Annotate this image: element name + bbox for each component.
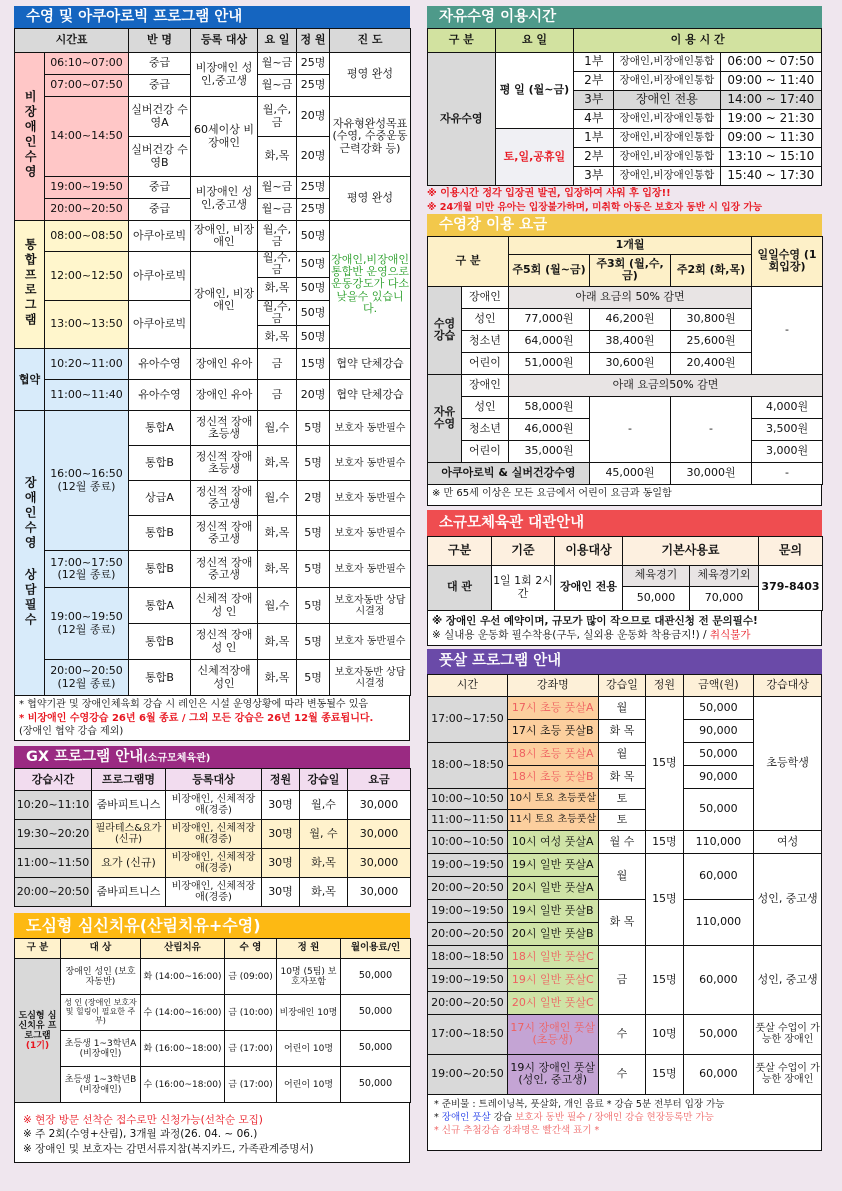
table-row: 10:00~10:50 10시 토요 초등풋살 토 50,000 bbox=[428, 788, 822, 809]
table-row: 4부 장애인,비장애인통합 19:00 ~ 21:30 bbox=[428, 110, 822, 129]
col-target: 등록 대상 bbox=[191, 29, 258, 53]
table-row: 19:00~19:50 19시 일반 풋살C bbox=[428, 968, 822, 991]
table-row: 통합B 정신적 장애 초등생 화,목 5명 보호자 동반필수 bbox=[15, 446, 411, 481]
table-row: 17:00~17:50 (12월 종료) 통합B 정신적 장애 중고생 화,목 5명 보호자 동반필수 bbox=[15, 551, 411, 588]
table-row: 11:00~11:40 유아수영 장애인 유아 금 20명 협약 단체강습 bbox=[15, 380, 411, 411]
rental-header: 소규모체육관 대관안내 bbox=[427, 510, 822, 536]
table-row: 19:00~19:50 19시 일반 풋살A 월 15명 60,000 성인, 중고생 bbox=[428, 853, 822, 876]
table-row: 협약 10:20~11:00 유아수영 장애인 유아 금 15명 협약 단체강습 bbox=[15, 349, 411, 380]
table-row: 19:00~19:50 (12월 종료) 통합A 신체적 장애 성 인 월,수 5명 보호자동반 상담시결정 bbox=[15, 588, 411, 624]
futsal-header: 풋살 프로그램 안내 bbox=[427, 649, 822, 674]
table-row: 장애인수영 상담필수 16:00~16:50 (12월 종료) 통합A 정신적 장애 초등생 월,수 5명 보호자 동반필수 bbox=[15, 411, 411, 446]
table-row: 토,일,공휴일 1부 장애인,비장애인통합 09:00 ~ 11:30 bbox=[428, 129, 822, 148]
table-row: 청소년 64,000원 38,400원 25,600원 bbox=[428, 330, 823, 352]
table-row: 19:00~20:50 19시 장애인 풋살 (성인, 중고생) 수 15명 60,000 풋살 수업이 가능한 장애인 bbox=[428, 1054, 822, 1094]
table-row: 수영 강습 장애인 아래 요금의 50% 감면 - bbox=[428, 286, 823, 308]
table-row: 13:00~13:50 아쿠아로빅 월,수,금 50명 bbox=[15, 300, 411, 326]
healing-header: 도심형 심신치유(산림치유+수영) bbox=[14, 913, 410, 938]
table-row: 아쿠아로빅 & 실버건강수영 45,000원 30,000원 - bbox=[428, 462, 823, 484]
table-row: 화,목 50명 bbox=[15, 277, 411, 300]
table-row: 어린이 35,000원 3,000원 bbox=[428, 440, 823, 462]
healing-notes: ※ 현장 방문 선착순 접수로만 신청가능(선착순 모집) ※ 주 2회(수영+산림), 3개월 과정(26. 04. ~ 06.) ※ 장애인 및 보호자는 감면서류지참(복지카드, 가족관계증명서) bbox=[14, 1103, 410, 1163]
col-time: 시간표 bbox=[15, 29, 129, 53]
right-column bbox=[427, 6, 822, 1151]
table-row: 초등생 1~3학년B (비장애인) 수 (16:00~18:00) 금 (17:00) 어린이 10명 50,000 bbox=[15, 1067, 411, 1103]
table-row: 07:00~07:50 중급 월~금 25명 bbox=[15, 75, 411, 97]
table-row: 3부 장애인,비장애인통합 15:40 ~ 17:30 bbox=[428, 167, 822, 186]
table-row: 자유수영 평 일 (월~금) 1부 장애인,비장애인통합 06:00 ~ 07:50 bbox=[428, 53, 822, 72]
free-swim-header: 자유수영 이용시간 bbox=[427, 6, 822, 28]
healing-table: 구 분 대 상 산림치유 수 영 정 원 월이용료/인 도심형 심신치유 프로그램 (1기) 장애인 성인 (보호자동반) 화 (14:00~16:00) 금 (09:00) 10명 (5팀) 보호자포함 50,000 성 인 (장애인 보호자 및 힐링이 필요한 주부) 수 (14:00~16:00) 금 (10:00) 비장애인 10명 50,000 초등생 1~3학년A (비장애인) 화 (16:00~18:00) 금 (17:00) 어린이 10명 50,000 초등생 1~3학년B (비장애인) 수 (16:00~18:00) 금 (17:00) 어린이 10명 50,000 bbox=[14, 938, 411, 1103]
col-cap: 정 원 bbox=[297, 29, 330, 53]
table-row: 18시 초등 풋살B 화 목 90,000 bbox=[428, 765, 822, 788]
table-row: 14:00~14:50 실버건강 수영A 60세이상 비장애인 월,수,금 20명 자유형완성목표 (수영, 수중운동 근력강화 등) bbox=[15, 97, 411, 137]
table-row: 통합B 정신적 장애 중고생 화,목 5명 보호자 동반필수 bbox=[15, 516, 411, 551]
table-row: 18:00~18:50 18시 초등 풋살A 월 50,000 bbox=[428, 742, 822, 765]
table-row: 20:00~20:50 20시 일반 풋살A bbox=[428, 876, 822, 899]
col-progress: 진 도 bbox=[330, 29, 411, 53]
table-row: 18:00~18:50 18시 일반 풋살C 금 15명 60,000 성인, 중고생 bbox=[428, 945, 822, 968]
table-row: 비장애인수영 06:10~07:00 중급 비장애인 성인,중고생 월~금 25명 평영 완성 bbox=[15, 53, 411, 75]
table-row: 10:00~10:50 10시 여성 풋살A 월 수 15명 110,000 여성 bbox=[428, 830, 822, 853]
table-row: 19:30~20:20 필라테스&요가 (신규) 비장애인, 신체적장애(경증) 30명 월, 수 30,000 bbox=[15, 820, 411, 849]
futsal-notes: * 준비물 : 트레이닝복, 풋살화, 개인 음료 * 강습 5분 전부터 입장 가능 * 장애인 풋살 강습 보호자 동반 필수 / 장애인 강습 현장등록만 가능 * 신규 추첨강습 강좌명은 빨간색 표기 * bbox=[427, 1095, 822, 1151]
table-row: 대 관 1일 1회 2시간 장애인 전용 체육경기 체육경기외 379-8403 bbox=[428, 565, 823, 586]
col-days: 요 일 bbox=[258, 29, 297, 53]
table-row: 20:00~20:50 줌바피트니스 비장애인, 신체적장애(경증) 30명 화,목 30,000 bbox=[15, 878, 411, 907]
table-row: 성인 77,000원 46,200원 30,800원 bbox=[428, 308, 823, 330]
futsal-table: 시간 강좌명 강습일 정원 금액(원) 강습대상 17:00~17:50 17시 초등 풋살A 월 15명 50,000 초등학생 17시 초등 풋살B 화 목 90,000 18:00~18:50 18시 초등 풋살A 월 50,000 18시 초등 풋살B 화 목 90,000 10:00~10:50 10시 토요 초등풋살 토 50,000 11:00~11:50 11시 토요 초등풋살 토 10:00~10:50 10시 여성 풋살A 월 수 15명 110,000 여성 19:00~19:50 19시 일반 풋살A 월 15명 60,000 성인, 중고생 20:00~20:50 20시 일반 풋살A 19:00~19:50 19시 일반 풋살B 화 목 110,000 20:00~20:50 20시 일반 풋살B 18:00~18:50 18시 일반 풋살C 금 15명 60,000 성인, 중고생 19:00~19:50 19시 일반 풋살C 20:00~20:50 20시 일반 풋살C 17:00~18:50 17시 장애인 풋살 (초등생) 수 10명 50,000 풋살 수업이 가능한 장애인 19:00~20:50 19시 장애인 풋살 (성인, 중고생) 수 15명 60,000 풋살 수업이 가능한 장애인 bbox=[427, 674, 822, 1095]
table-row: 자유 수영 장애인 아래 요금의50% 감면 bbox=[428, 374, 823, 396]
table-row: 성 인 (장애인 보호자 및 힐링이 필요한 주부) 수 (14:00~16:00) 금 (10:00) 비장애인 10명 50,000 bbox=[15, 995, 411, 1031]
table-row: 2부 장애인,비장애인통합 13:10 ~ 15:10 bbox=[428, 148, 822, 167]
table-row: 10:20~11:10 줌바피트니스 비장애인, 신체적장애(경증) 30명 월,수 30,000 bbox=[15, 791, 411, 820]
group-agreement: 협약 bbox=[15, 349, 45, 411]
table-row: 도심형 심신치유 프로그램 (1기) 장애인 성인 (보호자동반) 화 (14:00~16:00) 금 (09:00) 10명 (5팀) 보호자포함 50,000 bbox=[15, 959, 411, 995]
table-row: 19:00~19:50 19시 일반 풋살B 화 목 110,000 bbox=[428, 899, 822, 922]
left-column bbox=[14, 6, 410, 1163]
gx-header: GX 프로그램 안내(소규모체육관) bbox=[14, 746, 410, 768]
gx-table: 강습시간 프로그램명 등록대상 정원 강습일 요금 10:20~11:10 줌바피트니스 비장애인, 신체적장애(경증) 30명 월,수 30,000 19:30~20:20 필라테스&요가 (신규) 비장애인, 신체적장애(경증) 30명 월, 수 30,000 11:00~11:50 요가 (신규) 비장애인, 신체적장애(경증) 30명 화,목 30,000 20:00~20:50 줌바피트니스 비장애인, 신체적장애(경증) 30명 화,목 30,000 bbox=[14, 768, 411, 907]
table-row: 20:00~20:50 20시 일반 풋살C bbox=[428, 991, 822, 1014]
healing-group: 도심형 심신치유 프로그램 (1기) bbox=[15, 959, 61, 1103]
fees-header: 수영장 이용 요금 bbox=[427, 214, 822, 236]
swim-program-table bbox=[14, 28, 411, 696]
table-row: 3부 장애인 전용 14:00 ~ 17:40 bbox=[428, 91, 822, 110]
table-row: 통합프로그램 08:00~08:50 아쿠아로빅 장애인, 비장애인 월,수,금 50명 장애인,비장애인 통합반 운영으로 운동강도가 다소 낮을수 있습니다. bbox=[15, 221, 411, 252]
table-row: 17:00~18:50 17시 장애인 풋살 (초등생) 수 10명 50,000 풋살 수업이 가능한 장애인 bbox=[428, 1014, 822, 1054]
table-row: 성인 58,000원 - - 4,000원 bbox=[428, 396, 823, 418]
rental-notes: ※ 장애인 우선 예약이며, 규모가 많이 작으므로 대관신청 전 문의필수! ※ 실내용 운동화 필수착용(구두, 실외용 운동화 착용금지!) / 취식불가 bbox=[427, 611, 822, 646]
table-row: 19:00~19:50 중급 비장애인 성인,중고생 월~금 25명 평영 완성 bbox=[15, 177, 411, 199]
table-row: 2부 장애인,비장애인통합 09:00 ~ 11:40 bbox=[428, 72, 822, 91]
table-row: 초등생 1~3학년A (비장애인) 화 (16:00~18:00) 금 (17:00) 어린이 10명 50,000 bbox=[15, 1031, 411, 1067]
free-swim-notes: ※ 이용시간 정각 입장권 발권, 입장하여 샤워 후 입장!! ※ 24개월 미만 유아는 입장불가하며, 미취학 아동은 보호자 동반 시 입장 가능 bbox=[427, 188, 763, 213]
free-swim-table: 구 분 요 일 이 용 시 간 자유수영 평 일 (월~금) 1부 장애인,비장애인통합 06:00 ~ 07:50 2부 장애인,비장애인통합 09:00 ~ 11:40 3부 장애인 전용 14:00 ~ 17:40 4부 장애인,비장애인통합 19:00 ~ 21:30 토,일,공휴일 1부 장애인,비장애인통합 09:00 ~ 11:30 2부 장애인,비장애인통합 13:10 ~ 15:10 3부 장애인,비장애인통합 15:40 ~ 17:30 bbox=[427, 28, 822, 186]
swim-program-header: 수영 및 아쿠아로빅 프로그램 안내 bbox=[14, 6, 410, 28]
col-class: 반 명 bbox=[129, 29, 191, 53]
fees-table: 구 분 1개월 일일수영 (1회입장) 주5회 (월~금) 주3회 (월,수,금) 주2회 (화,목) 수영 강습 장애인 아래 요금의 50% 감면 - 성인 77,000원 46,200원 30,800원 청소년 64,000원 38,400원 25,600원 어린이 51,000원 30,600원 20,400원 자유 수영 장애인 아래 요금의50% 감면 성인 58,000원 - - 4,000원 청소년 46,000원 3,500원 어린이 35,000원 3,000원 아쿠아로빅 & 실버건강수영 45,000원 30,000원 - bbox=[427, 236, 823, 485]
table-row: 12:00~12:50 아쿠아로빅 장애인, 비장애인 월,수,금 50명 bbox=[15, 252, 411, 278]
table-row: 청소년 46,000원 3,500원 bbox=[428, 418, 823, 440]
table-row: 20:00~20:50 (12월 종료) 통합B 신체적장애 성인 화,목 5명 보호자동반 상담시결정 bbox=[15, 660, 411, 696]
table-row: 어린이 51,000원 30,600원 20,400원 bbox=[428, 352, 823, 374]
group-non-disabled: 비장애인수영 bbox=[15, 53, 45, 221]
table-row: 통합B 정신적 장애 성 인 화,목 5명 보호자 동반필수 bbox=[15, 624, 411, 660]
group-integrated: 통합프로그램 bbox=[15, 221, 45, 349]
table-row: 실버건강 수영B 화,목 20명 bbox=[15, 137, 411, 177]
group-disabled: 장애인수영 상담필수 bbox=[15, 411, 45, 696]
table-row: 20:00~20:50 20시 일반 풋살B bbox=[428, 922, 822, 945]
rental-table: 구분 기준 이용대상 기본사용료 문의 대 관 1일 1회 2시간 장애인 전용 체육경기 체육경기외 379-8403 50,000 70,000 bbox=[427, 536, 823, 611]
swim-notes: * 협약기관 및 장애인체육회 강습 시 레인은 시설 운영상황에 따라 변동될수 있음 * 비장애인 수영강습 26년 6월 종료 / 그외 모든 강습은 26년 12월 종료됩니다. (장애인 협약 강습 제외) bbox=[14, 696, 410, 741]
table-row: 상급A 정신적 장애 중고생 월,수 2명 보호자 동반필수 bbox=[15, 481, 411, 516]
fees-note: ※ 만 65세 이상은 모든 요금에서 어린이 요금과 동일함 bbox=[427, 485, 822, 506]
table-row: 11:00~11:50 요가 (신규) 비장애인, 신체적장애(경증) 30명 화,목 30,000 bbox=[15, 849, 411, 878]
table-row: 화,목 50명 bbox=[15, 326, 411, 349]
table-row: 11:00~11:50 11시 토요 초등풋살 토 bbox=[428, 809, 822, 830]
table-row: 20:00~20:50 중급 월~금 25명 bbox=[15, 199, 411, 221]
table-row: 17:00~17:50 17시 초등 풋살A 월 15명 50,000 초등학생 bbox=[428, 696, 822, 719]
table-row: 50,000 70,000 bbox=[428, 586, 823, 610]
table-row: 17시 초등 풋살B 화 목 90,000 bbox=[428, 719, 822, 742]
